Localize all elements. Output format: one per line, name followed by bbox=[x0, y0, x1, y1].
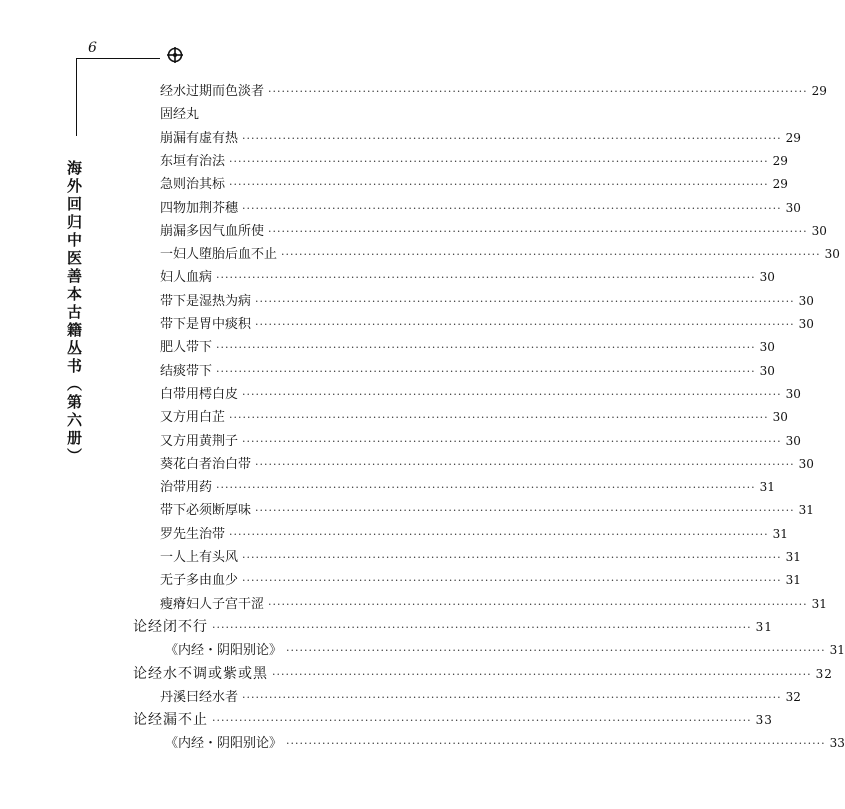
toc-entry-title: 急则治其标 bbox=[160, 177, 226, 192]
toc-entry-title: 一妇人堕胎后血不止 bbox=[160, 247, 278, 262]
toc-entry-page: 29 bbox=[772, 177, 788, 191]
toc-entry-page: 30 bbox=[798, 317, 814, 331]
toc-entry bbox=[165, 639, 845, 659]
toc-entry bbox=[160, 313, 814, 333]
toc-entry bbox=[160, 103, 557, 123]
toc-entry bbox=[160, 290, 814, 310]
leader-dots: ························································································································ bbox=[268, 225, 808, 238]
toc-entry bbox=[160, 406, 788, 426]
leader-dots: ························································································································ bbox=[229, 178, 769, 191]
toc-entry bbox=[160, 266, 775, 286]
toc-entry-page: 30 bbox=[785, 201, 801, 215]
toc-entry-page: 29 bbox=[785, 131, 801, 145]
toc-entry bbox=[160, 453, 814, 473]
toc-entry bbox=[160, 476, 775, 496]
toc-entry-page: 31 bbox=[811, 597, 827, 611]
toc-entry bbox=[160, 686, 801, 706]
toc-entry-page: 31 bbox=[759, 480, 775, 494]
leader-dots: ························································································································ bbox=[242, 691, 782, 704]
toc-entry-page: 33 bbox=[829, 736, 845, 750]
toc-entry-title: 经水过期而色淡者 bbox=[160, 84, 265, 99]
side-rule bbox=[76, 58, 77, 136]
leader-dots: ························································································································ bbox=[229, 528, 769, 541]
toc-entry bbox=[160, 150, 788, 170]
toc-entry-page: 30 bbox=[785, 434, 801, 448]
toc-entry-page: 31 bbox=[772, 527, 788, 541]
toc-entry-page: 29 bbox=[772, 154, 788, 168]
toc-entry-page: 30 bbox=[798, 294, 814, 308]
toc-entry-page: 30 bbox=[824, 247, 840, 261]
toc-entry-title: 结痰带下 bbox=[160, 364, 213, 379]
toc-entry-page: 30 bbox=[759, 340, 775, 354]
leader-dots: ························································································································ bbox=[242, 435, 782, 448]
toc-entry-title: 《内经・阴阳别论》 bbox=[165, 643, 283, 658]
toc-entry-title: 罗先生治带 bbox=[160, 527, 226, 542]
toc-entry-title: 又方用白芷 bbox=[160, 410, 226, 425]
leader-dots: ························································································································ bbox=[216, 341, 756, 354]
toc-entry-page: 31 bbox=[798, 503, 814, 517]
leader-dots: ························································································································ bbox=[229, 155, 769, 168]
toc-entry-title: 一人上有头风 bbox=[160, 550, 239, 565]
toc-entry-page: 31 bbox=[755, 620, 773, 634]
toc-entry-title: 带下是胃中痰积 bbox=[160, 317, 252, 332]
toc-entry-page: 30 bbox=[759, 364, 775, 378]
toc-entry bbox=[133, 663, 833, 683]
leader-dots: ························································································································ bbox=[216, 365, 756, 378]
toc-entry-title: 四物加荆芥穗 bbox=[160, 201, 239, 216]
toc-entry-page: 29 bbox=[811, 84, 827, 98]
toc-entry-page: 30 bbox=[785, 387, 801, 401]
toc-entry-title: 肥人带下 bbox=[160, 340, 213, 355]
toc-entry bbox=[160, 173, 788, 193]
toc-entry bbox=[160, 523, 788, 543]
toc-entry-title: 论经漏不止 bbox=[133, 712, 208, 728]
toc-entry bbox=[160, 569, 801, 589]
leader-dots: ························································································································ bbox=[268, 598, 808, 611]
toc-entry bbox=[160, 546, 801, 566]
toc-entry-page: 32 bbox=[815, 667, 833, 681]
toc-entry bbox=[160, 220, 827, 240]
leader-dots: ························································································································ bbox=[242, 132, 782, 145]
toc-entry-page: 30 bbox=[759, 270, 775, 284]
leader-dots: ························································································································ bbox=[212, 621, 752, 634]
series-title: 海外回归中医善本古籍丛书（第六册） bbox=[65, 160, 83, 466]
toc-entry-title: 白带用樗白皮 bbox=[160, 387, 239, 402]
toc-entry-title: 妇人血病 bbox=[160, 270, 213, 285]
toc-entry bbox=[133, 616, 773, 636]
page-number: 6 bbox=[88, 40, 97, 56]
toc-entry-page: 31 bbox=[829, 643, 845, 657]
toc-entry bbox=[160, 80, 827, 100]
toc-entry-page: 33 bbox=[755, 713, 773, 727]
toc-entry-title: 崩漏有虚有热 bbox=[160, 131, 239, 146]
toc-entry-title: 固经丸 bbox=[160, 107, 200, 122]
toc-entry-title: 治带用药 bbox=[160, 480, 213, 495]
toc-entry-title: 带下是湿热为病 bbox=[160, 294, 252, 309]
toc-entry bbox=[160, 336, 775, 356]
toc-entry-title: 又方用黄荆子 bbox=[160, 434, 239, 449]
leader-dots: ························································································································ bbox=[229, 411, 769, 424]
toc-entry bbox=[160, 197, 801, 217]
toc-entry bbox=[160, 243, 840, 263]
leader-dots: ························································································································ bbox=[272, 668, 812, 681]
toc-entry bbox=[160, 127, 801, 147]
leader-dots: ························································································································ bbox=[216, 271, 756, 284]
toc-entry-title: 瘦瘠妇人子宫干涩 bbox=[160, 597, 265, 612]
toc-entry-title: 论经闭不行 bbox=[133, 619, 208, 635]
leader-dots: ························································································································ bbox=[212, 714, 752, 727]
toc-entry-title: 东垣有治法 bbox=[160, 154, 226, 169]
leader-dots: ························································································································ bbox=[255, 458, 795, 471]
leader-dots: ························································································································ bbox=[255, 318, 795, 331]
toc-entry bbox=[160, 593, 827, 613]
leader-dots: ························································································································ bbox=[268, 85, 808, 98]
toc-entry bbox=[133, 709, 773, 729]
toc-entry-page: 32 bbox=[785, 690, 801, 704]
leader-dots: ························································································································ bbox=[242, 574, 782, 587]
toc-entry-title: 《内经・阴阳别论》 bbox=[165, 736, 283, 751]
header-rule bbox=[76, 58, 160, 59]
leader-dots: ························································································································ bbox=[216, 481, 756, 494]
toc-entry-title: 崩漏多因气血所使 bbox=[160, 224, 265, 239]
toc-entry bbox=[160, 499, 814, 519]
toc-entry-title: 葵花白者治白带 bbox=[160, 457, 252, 472]
toc-entry-title: 论经水不调或紫或黑 bbox=[133, 666, 268, 682]
toc-entry-page: 31 bbox=[785, 550, 801, 564]
toc-entry-page: 30 bbox=[811, 224, 827, 238]
leader-dots: ························································································································ bbox=[286, 644, 826, 657]
toc-entry bbox=[160, 383, 801, 403]
toc-entry-title: 丹溪曰经水者 bbox=[160, 690, 239, 705]
toc-entry-page: 30 bbox=[798, 457, 814, 471]
toc-entry-page: 31 bbox=[785, 573, 801, 587]
leader-dots: ························································································································ bbox=[242, 202, 782, 215]
toc-entry-page: 30 bbox=[772, 410, 788, 424]
leader-dots: ························································································································ bbox=[242, 551, 782, 564]
flower-ornament-icon bbox=[166, 46, 184, 64]
leader-dots: ························································································································ bbox=[286, 737, 826, 750]
toc-entry bbox=[160, 360, 775, 380]
toc-entry bbox=[160, 430, 801, 450]
toc-entry-title: 带下必须断厚味 bbox=[160, 503, 252, 518]
leader-dots: ························································································································ bbox=[255, 504, 795, 517]
toc-entry-title: 无子多由血少 bbox=[160, 573, 239, 588]
leader-dots: ························································································································ bbox=[255, 295, 795, 308]
leader-dots: ························································································································ bbox=[281, 248, 821, 261]
leader-dots: ························································································································ bbox=[242, 388, 782, 401]
toc-entry bbox=[165, 732, 845, 752]
